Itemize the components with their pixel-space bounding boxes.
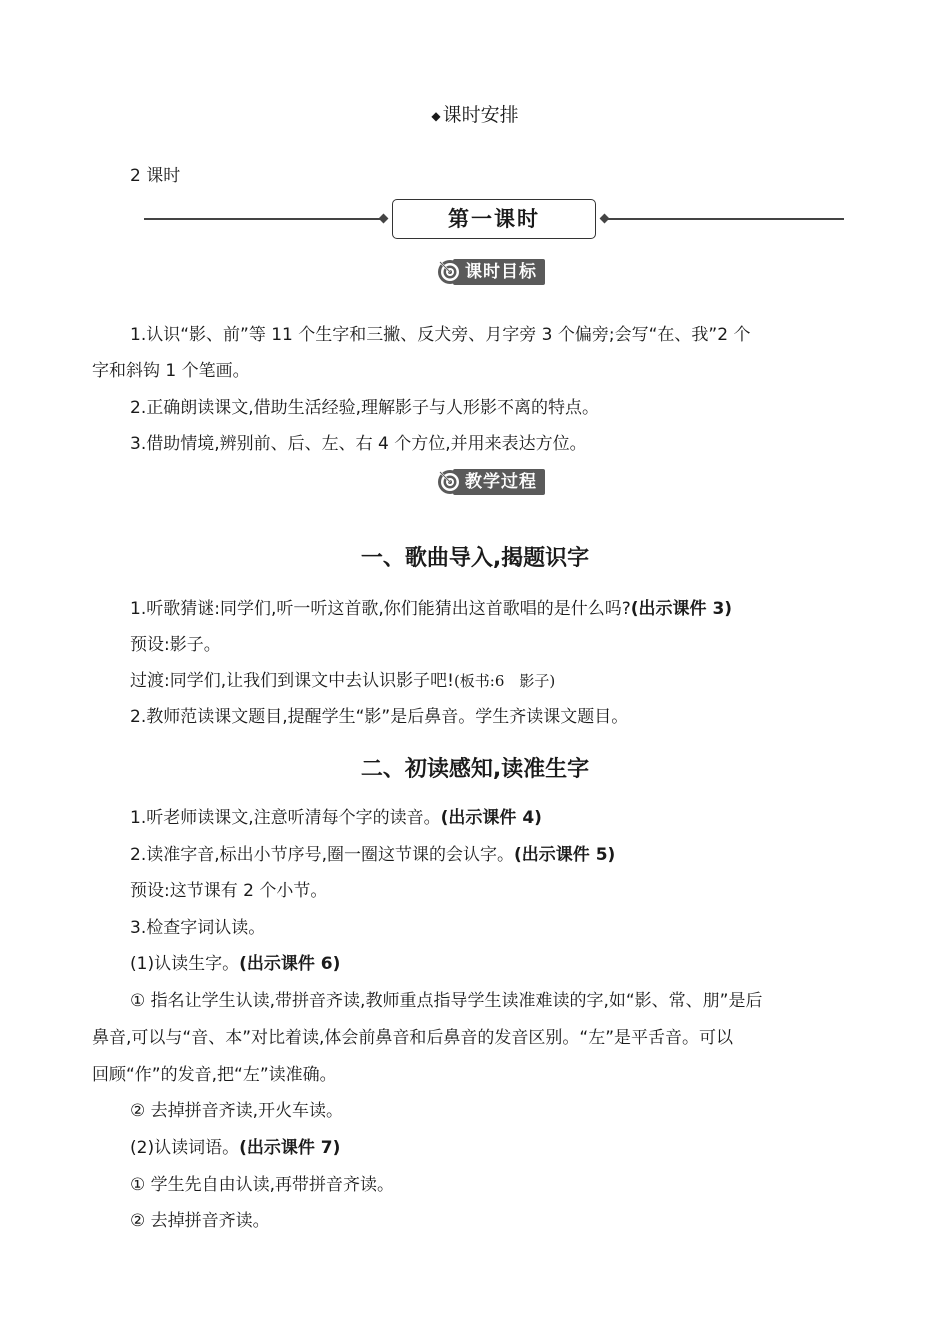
goal-item-3: 3.借助情境,辨别前、后、左、右 4 个方位,并用来表达方位。 <box>130 434 587 454</box>
part2-paragraph-6-cont2: 回顾“作”的发音,把“左”读准确。 <box>92 1065 337 1085</box>
divider-line-left <box>144 218 384 220</box>
lesson-hours: 2 课时 <box>130 166 181 186</box>
goals-tag <box>437 258 545 286</box>
slide-reference: (出示课件 4) <box>440 808 542 828</box>
process-tag <box>437 468 545 496</box>
part2-paragraph-3: 预设:这节课有 2 个小节。 <box>130 881 328 901</box>
slide-reference: (出示课件 7) <box>239 1138 341 1158</box>
part1-heading: 一、歌曲导入,揭题识字 <box>360 546 590 571</box>
arrangement-title: ◆ 课时安排 <box>431 104 519 126</box>
part1-paragraph-3: 过渡:同学们,让我们到课文中去认识影子吧!(板书:6 影子) <box>130 671 556 691</box>
part1-paragraph-4: 2.教师范读课文题目,提醒学生“影”是后鼻音。学生齐读课文题目。 <box>130 707 629 727</box>
slide-reference: (出示课件 3) <box>630 599 733 619</box>
process-tag-label: 教学过程 <box>453 469 545 495</box>
part2-paragraph-5: (1)认读生字。(出示课件 6) <box>130 954 341 974</box>
part2-paragraph-8: (2)认读词语。(出示课件 7) <box>130 1138 341 1158</box>
part2-paragraph-2: 2.读准字音,标出小节序号,圈一圈这节课的会认字。(出示课件 5) <box>130 845 616 865</box>
divider-line-right <box>604 218 844 220</box>
part1-paragraph-2: 预设:影子。 <box>130 635 221 655</box>
lesson-title: 第一课时 <box>392 199 596 239</box>
slide-reference: (出示课件 5) <box>514 845 616 865</box>
target-icon <box>437 469 463 495</box>
divider-dot-left <box>379 214 389 224</box>
target-icon <box>437 259 463 285</box>
part2-heading: 二、初读感知,读准生字 <box>360 757 590 782</box>
part1-paragraph-1: 1.听歌猜谜:同学们,听一听这首歌,你们能猜出这首歌唱的是什么吗?(出示课件 3) <box>130 599 733 619</box>
part2-paragraph-6-cont: 鼻音,可以与“音、本”对比着读,体会前鼻音和后鼻音的发音区别。“左”是平舌音。可以 <box>92 1028 734 1048</box>
goal-item-2: 2.正确朗读课文,借助生活经验,理解影子与人形影不离的特点。 <box>130 398 600 418</box>
goal-item-1-cont: 字和斜钩 1 个笔画。 <box>92 361 250 381</box>
part2-paragraph-6: ① 指名让学生认读,带拼音齐读,教师重点指导学生读准难读的字,如“影、常、朋”是后 <box>130 991 763 1011</box>
part2-paragraph-9: ① 学生先自由认读,再带拼音齐读。 <box>130 1175 395 1195</box>
part2-paragraph-4: 3.检查字词认读。 <box>130 918 266 938</box>
goals-tag-label: 课时目标 <box>453 259 545 285</box>
lesson-title-banner <box>144 199 844 239</box>
board-writing: (板书:6 影子) <box>453 672 556 690</box>
goal-item-1: 1.认识“影、前”等 11 个生字和三撇、反犬旁、月字旁 3 个偏旁;会写“在、我”2 个 <box>130 325 751 345</box>
part2-paragraph-7: ② 去掉拼音齐读,开火车读。 <box>130 1101 344 1121</box>
slide-reference: (出示课件 6) <box>239 954 341 974</box>
part2-paragraph-10: ② 去掉拼音齐读。 <box>130 1211 270 1231</box>
part2-paragraph-1: 1.听老师读课文,注意听清每个字的读音。(出示课件 4) <box>130 808 542 828</box>
diamond-icon: ◆ <box>431 108 441 123</box>
